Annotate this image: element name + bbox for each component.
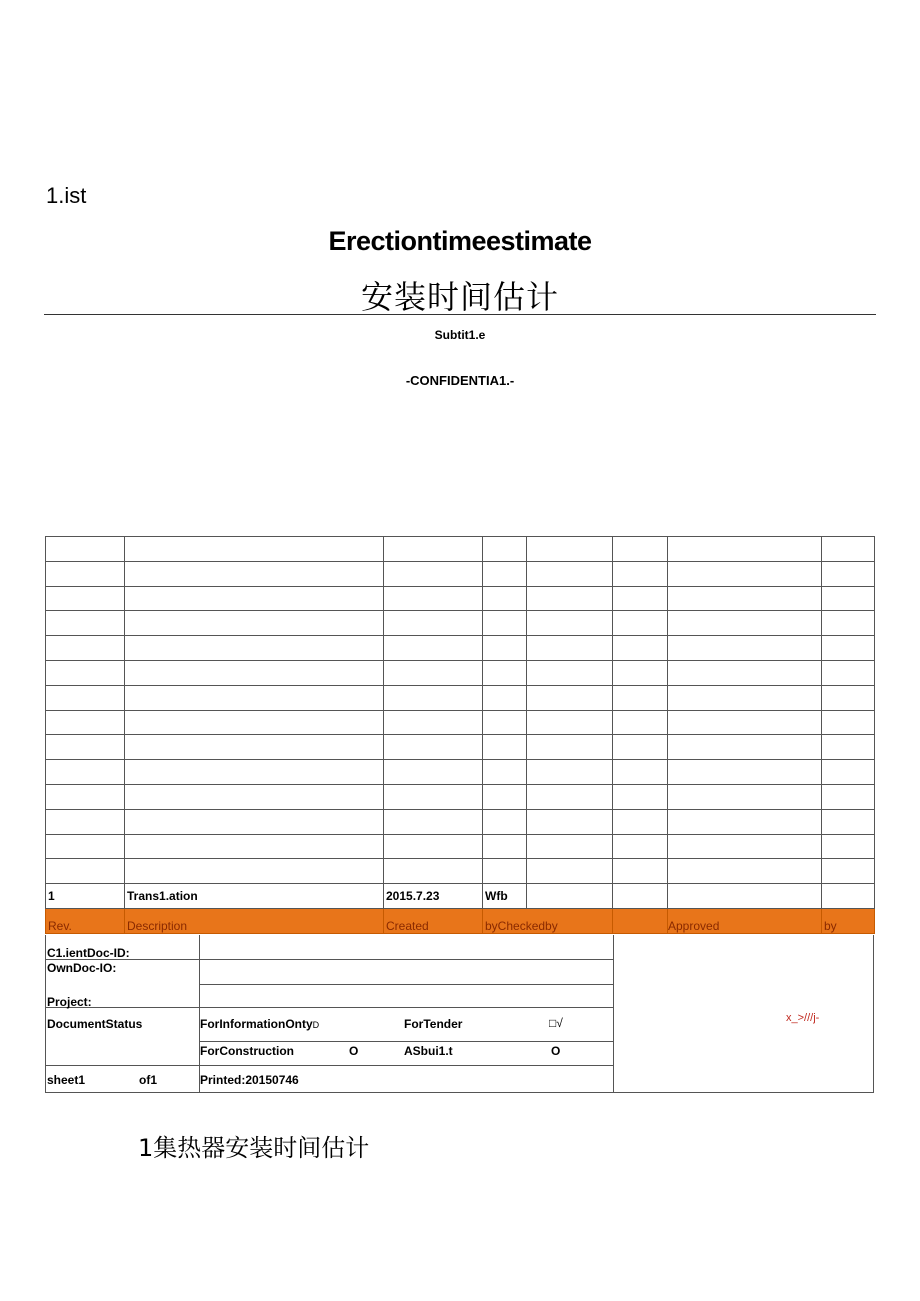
revision-cell bbox=[46, 735, 125, 760]
revision-cell bbox=[125, 636, 384, 661]
revision-cell bbox=[822, 859, 875, 884]
revision-row-empty bbox=[46, 859, 875, 884]
revision-cell bbox=[668, 636, 822, 661]
own-doc-id-label: OwnDoc-IO: bbox=[47, 961, 117, 975]
revision-cell bbox=[125, 561, 384, 586]
description-cell: Trans1.ation bbox=[125, 884, 384, 909]
info-divider bbox=[199, 984, 613, 985]
revision-row-empty bbox=[46, 735, 875, 760]
revision-cell bbox=[384, 859, 483, 884]
header-approved: Approved bbox=[668, 908, 822, 933]
revision-cell bbox=[613, 710, 668, 735]
revision-cell bbox=[613, 735, 668, 760]
revision-cell bbox=[527, 834, 613, 859]
status-for-construction-label: ForConstruction bbox=[200, 1044, 294, 1058]
revision-cell bbox=[668, 685, 822, 710]
revision-cell bbox=[384, 834, 483, 859]
revision-cell bbox=[46, 710, 125, 735]
revision-cell bbox=[822, 784, 875, 809]
revision-cell bbox=[822, 685, 875, 710]
revision-cell bbox=[527, 710, 613, 735]
list-label: 1.ist bbox=[46, 183, 87, 208]
revision-cell bbox=[46, 784, 125, 809]
revision-cell bbox=[613, 611, 668, 636]
subtitle: Subtit1.e bbox=[434, 328, 486, 342]
document-info-block bbox=[45, 935, 874, 1093]
checked-by-cell bbox=[613, 884, 668, 909]
revision-cell bbox=[384, 735, 483, 760]
for-information-only-label: ForInformationOnty bbox=[200, 1017, 313, 1031]
revision-table bbox=[45, 536, 875, 934]
header-empty bbox=[613, 908, 668, 933]
revision-cell bbox=[822, 710, 875, 735]
revision-cell bbox=[384, 537, 483, 562]
rev-cell: 1 bbox=[46, 884, 125, 909]
revision-cell bbox=[46, 636, 125, 661]
info-divider bbox=[46, 1065, 613, 1066]
revision-cell bbox=[483, 685, 527, 710]
revision-cell bbox=[527, 561, 613, 586]
revision-cell bbox=[613, 784, 668, 809]
info-divider bbox=[613, 935, 614, 1092]
revision-row-empty bbox=[46, 710, 875, 735]
revision-cell bbox=[384, 685, 483, 710]
project-label: Project: bbox=[47, 995, 92, 1009]
revision-row-empty bbox=[46, 685, 875, 710]
revision-cell bbox=[668, 784, 822, 809]
revision-row-filled bbox=[46, 884, 875, 909]
revision-cell bbox=[527, 537, 613, 562]
revision-cell bbox=[384, 809, 483, 834]
revision-row-empty bbox=[46, 537, 875, 562]
revision-row-empty bbox=[46, 809, 875, 834]
document-title: Erectiontimeestimate bbox=[328, 226, 592, 256]
info-divider bbox=[46, 1007, 613, 1008]
revision-cell bbox=[483, 586, 527, 611]
revision-cell bbox=[822, 735, 875, 760]
revision-cell bbox=[822, 586, 875, 611]
revision-cell bbox=[483, 834, 527, 859]
revision-cell bbox=[668, 660, 822, 685]
status-as-built-label: ASbui1.t bbox=[404, 1044, 453, 1058]
revision-cell bbox=[822, 561, 875, 586]
revision-cell bbox=[483, 735, 527, 760]
revision-cell bbox=[527, 660, 613, 685]
sheet-of-label: of1 bbox=[139, 1073, 157, 1087]
revision-cell bbox=[483, 859, 527, 884]
revision-cell bbox=[668, 586, 822, 611]
revision-cell bbox=[46, 537, 125, 562]
revision-cell bbox=[46, 660, 125, 685]
client-doc-id-label: C1.ientDoc-ID: bbox=[47, 946, 130, 960]
title-divider bbox=[44, 314, 876, 315]
revision-header-row bbox=[46, 908, 875, 933]
revision-cell bbox=[125, 685, 384, 710]
revision-cell bbox=[668, 760, 822, 785]
revision-cell bbox=[46, 760, 125, 785]
revision-cell bbox=[527, 859, 613, 884]
revision-cell bbox=[527, 636, 613, 661]
revision-cell bbox=[668, 611, 822, 636]
revision-cell bbox=[125, 859, 384, 884]
revision-cell bbox=[822, 760, 875, 785]
revision-cell bbox=[822, 636, 875, 661]
header-description: Description bbox=[125, 908, 384, 933]
revision-cell bbox=[613, 834, 668, 859]
revision-row-empty bbox=[46, 586, 875, 611]
revision-cell bbox=[46, 859, 125, 884]
revision-cell bbox=[527, 735, 613, 760]
revision-cell bbox=[125, 611, 384, 636]
document-title-chinese: 安装时间估计 bbox=[360, 278, 559, 316]
revision-cell bbox=[384, 660, 483, 685]
revision-cell bbox=[483, 809, 527, 834]
revision-cell bbox=[668, 735, 822, 760]
revision-cell bbox=[46, 586, 125, 611]
revision-cell bbox=[483, 636, 527, 661]
revision-cell bbox=[125, 586, 384, 611]
revision-cell bbox=[125, 760, 384, 785]
revision-cell bbox=[613, 537, 668, 562]
revision-cell bbox=[384, 611, 483, 636]
revision-cell bbox=[668, 809, 822, 834]
revision-cell bbox=[613, 586, 668, 611]
revision-row-empty bbox=[46, 834, 875, 859]
revision-cell bbox=[483, 660, 527, 685]
revision-cell bbox=[668, 710, 822, 735]
revision-cell bbox=[483, 784, 527, 809]
revision-cell bbox=[384, 586, 483, 611]
revision-cell bbox=[384, 636, 483, 661]
revision-cell bbox=[613, 660, 668, 685]
revision-cell bbox=[483, 611, 527, 636]
revision-cell bbox=[822, 537, 875, 562]
status-for-tender-label: ForTender bbox=[404, 1017, 463, 1031]
confidential-label: -CONFIDENTIA1.- bbox=[405, 373, 515, 388]
revision-cell bbox=[483, 561, 527, 586]
revision-cell bbox=[668, 859, 822, 884]
revision-cell bbox=[527, 611, 613, 636]
revision-row-empty bbox=[46, 561, 875, 586]
revision-cell bbox=[125, 660, 384, 685]
revision-cell bbox=[527, 760, 613, 785]
revision-cell bbox=[613, 561, 668, 586]
printed-date: Printed:20150746 bbox=[200, 1073, 299, 1087]
approval-stamp: x_>///j- bbox=[786, 1012, 820, 1024]
for-tender-checkbox: □√ bbox=[549, 1016, 563, 1030]
revision-cell bbox=[384, 710, 483, 735]
revision-cell bbox=[46, 685, 125, 710]
revision-cell bbox=[613, 760, 668, 785]
revision-cell bbox=[125, 735, 384, 760]
revision-row-empty bbox=[46, 611, 875, 636]
revision-cell bbox=[613, 809, 668, 834]
revision-cell bbox=[384, 561, 483, 586]
revision-cell bbox=[46, 611, 125, 636]
as-built-checkbox: O bbox=[551, 1044, 561, 1058]
for-information-only-checkbox: D bbox=[312, 1020, 320, 1030]
header-rev: Rev. bbox=[46, 908, 125, 933]
revision-cell bbox=[46, 561, 125, 586]
revision-cell bbox=[125, 809, 384, 834]
info-divider bbox=[199, 1041, 613, 1042]
revision-cell bbox=[483, 537, 527, 562]
revision-cell bbox=[668, 561, 822, 586]
revision-cell bbox=[822, 611, 875, 636]
revision-cell bbox=[125, 710, 384, 735]
status-for-information-only bbox=[200, 1017, 319, 1031]
header-created-by-checked-by: byCheckedby bbox=[483, 908, 613, 933]
approved-cell bbox=[668, 884, 822, 909]
section-heading: 1集热器安装时间估计 bbox=[138, 1134, 370, 1162]
revision-cell bbox=[822, 809, 875, 834]
checked-cell bbox=[527, 884, 613, 909]
revision-cell bbox=[384, 784, 483, 809]
revision-cell bbox=[527, 586, 613, 611]
revision-cell bbox=[613, 636, 668, 661]
revision-cell bbox=[527, 809, 613, 834]
revision-cell bbox=[483, 760, 527, 785]
revision-cell bbox=[527, 685, 613, 710]
revision-cell bbox=[613, 685, 668, 710]
revision-cell bbox=[125, 784, 384, 809]
header-by: by bbox=[822, 908, 875, 933]
revision-cell bbox=[46, 809, 125, 834]
sheet-label: sheet1 bbox=[47, 1073, 86, 1087]
created-cell: 2015.7.23 bbox=[384, 884, 483, 909]
revision-cell bbox=[483, 710, 527, 735]
document-status-label: DocumentStatus bbox=[47, 1017, 143, 1031]
revision-cell bbox=[125, 834, 384, 859]
created-by-cell: Wfb bbox=[483, 884, 527, 909]
revision-row-empty bbox=[46, 660, 875, 685]
revision-cell bbox=[822, 834, 875, 859]
for-construction-checkbox: O bbox=[349, 1044, 359, 1058]
revision-row-empty bbox=[46, 760, 875, 785]
approved-by-cell bbox=[822, 884, 875, 909]
revision-cell bbox=[822, 660, 875, 685]
header-created: Created bbox=[384, 908, 483, 933]
revision-cell bbox=[668, 834, 822, 859]
revision-row-empty bbox=[46, 636, 875, 661]
revision-cell bbox=[125, 537, 384, 562]
revision-cell bbox=[668, 537, 822, 562]
revision-cell bbox=[613, 859, 668, 884]
revision-cell bbox=[46, 834, 125, 859]
revision-cell bbox=[384, 760, 483, 785]
revision-row-empty bbox=[46, 784, 875, 809]
info-divider bbox=[46, 959, 613, 960]
revision-cell bbox=[527, 784, 613, 809]
